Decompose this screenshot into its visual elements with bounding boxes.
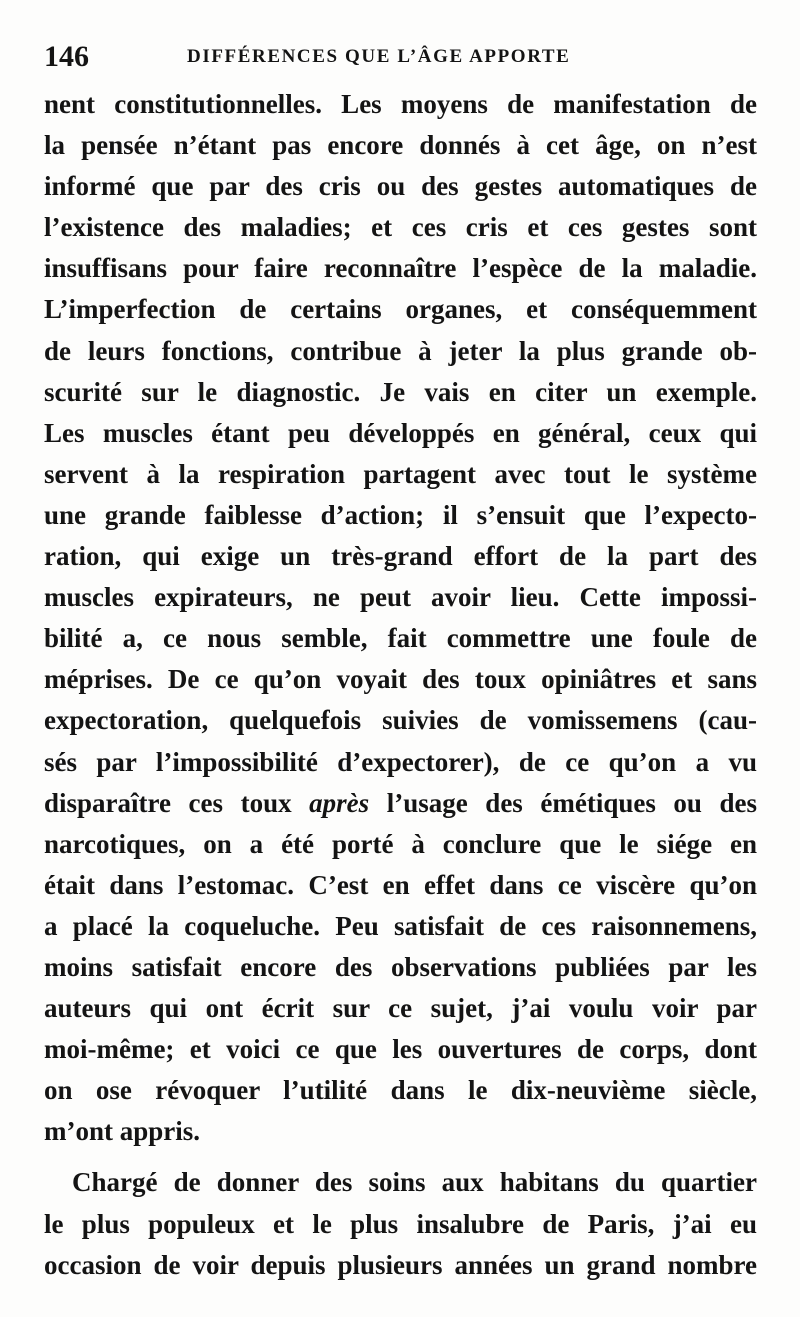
text-line: narcotiques, on a été porté à conclure que le siége en [44, 828, 757, 859]
text-line: l’existence des maladies; et ces cris et ces gestes sont [44, 212, 757, 243]
text-line: était dans l’estomac. C’est en effet dans ce viscère qu’on [44, 869, 757, 900]
text-line: sés par l’impossibilité d’expectorer), de ce qu’on a vu [44, 746, 757, 777]
text-line: nent constitutionnelles. Les moyens de manifestation de [44, 89, 757, 119]
text-line: méprises. De ce qu’on voyait des toux opiniâtres et sans [44, 664, 757, 695]
text-line: bilité a, ce nous semble, fait commettre une foule de [44, 623, 757, 654]
text-line: le plus populeux et le plus insalubre de Paris, j’ai eu [44, 1208, 757, 1239]
text-line: on ose révoquer l’utilité dans le dix-neuvième siècle, [44, 1075, 757, 1106]
text-line: Les muscles étant peu développés en général, ceux qui [44, 417, 757, 448]
page-header [44, 40, 764, 74]
text-line: muscles expirateurs, ne peut avoir lieu. Cette impossi- [44, 582, 757, 613]
text-segment: disparaître ces toux [44, 787, 310, 818]
text-line: Chargé de donner des soins aux habitans du quartier [72, 1167, 757, 1198]
text-line-with-italic [44, 783, 757, 824]
text-line: expectoration, quelquefois suivies de vomissemens (cau- [44, 705, 757, 736]
text-line: m’ont appris. [44, 1116, 201, 1147]
text-line: insuffisans pour faire reconnaître l’espèce de la maladie. [44, 253, 757, 284]
text-line: moi-même; et voici ce que les ouvertures de corps, dont [44, 1034, 757, 1065]
text-line: de leurs fonctions, contribue à jeter la plus grande ob- [44, 335, 757, 366]
text-line: la pensée n’étant pas encore donnés à cet âge, on n’est [44, 130, 757, 161]
text-line: informé que par des cris ou des gestes automatiques de [44, 171, 757, 202]
text-line: servent à la respiration partagent avec tout le système [44, 458, 757, 489]
text-line: auteurs qui ont écrit sur ce sujet, j’ai voulu voir par [44, 993, 757, 1024]
text-segment: l’usage des émétiques ou des [369, 787, 757, 818]
body-text [44, 84, 757, 1286]
page-number: 146 [44, 40, 89, 73]
paragraph-gap [44, 1152, 757, 1162]
text-line: a placé la coqueluche. Peu satisfait de ces raisonnemens, [44, 910, 757, 941]
running-title: DIFFÉRENCES QUE L’ÂGE APPORTE [187, 46, 571, 67]
text-line: scurité sur le diagnostic. Je vais en citer un exemple. [44, 376, 757, 407]
text-line: occasion de voir depuis plusieurs années un grand nombre [44, 1249, 757, 1280]
italic-word: après [309, 787, 370, 818]
text-line: moins satisfait encore des observations publiées par les [44, 951, 757, 982]
text-line: ration, qui exige un très-grand effort de la part des [44, 541, 757, 572]
text-line: une grande faiblesse d’action; il s’ensuit que l’expecto- [44, 499, 757, 530]
text-line: L’imperfection de certains organes, et conséquemment [44, 294, 757, 325]
